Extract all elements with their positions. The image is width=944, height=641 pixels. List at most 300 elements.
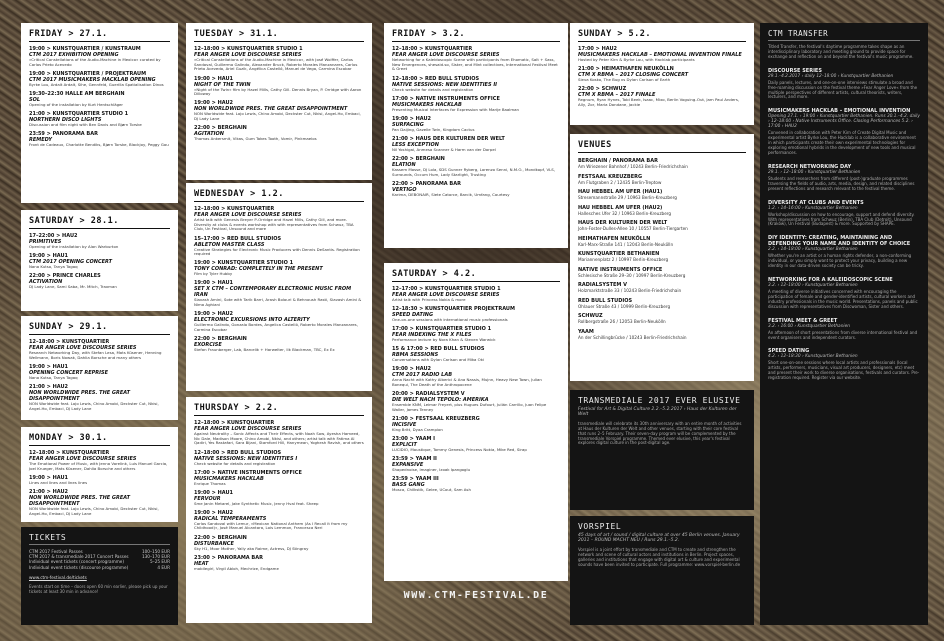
event-title: VERTIGO [392, 186, 417, 193]
event-item [194, 311, 364, 332]
friday-27-card [21, 23, 178, 203]
event-title: LESS EXCEPTION [392, 141, 439, 148]
event-time: 23:59 > YAAM II [392, 456, 437, 463]
event-time: 21:00 > KUNSTQUARTIER STUDIO 1 [29, 110, 129, 117]
event-description: NON Worldwide feat. Lojo Lewis, Chino Amobi, Deckster Cut, Nkisi, Angel-Ho, Embaci, DJ Lady Lane [29, 400, 159, 411]
event-title: MUSICMAKERS HACKLAB [194, 475, 264, 482]
event-description: Front de Cadeaux, Charlotte Bendiks, Bjørn Torske, Blackjoy, Peggy Gou [29, 142, 169, 148]
event-item [194, 555, 364, 572]
day-heading: SATURDAY > 4.2. [392, 269, 560, 282]
event-time: 19:00 > HAU2 [194, 509, 234, 516]
venue-name: SCHWUZ [578, 313, 603, 319]
event-time: 21:00 > HAU2 [29, 383, 69, 390]
sunday-29-card [21, 316, 178, 420]
event-item [392, 416, 560, 433]
event-time: 17:00 > NATIVE INSTRUMENTS OFFICE [392, 95, 500, 102]
event-description: LUCIDIO, Moustique, Tommy Genesis, Princess Nokia, Mike Red, Sirap [392, 447, 527, 453]
ticket-label: CTM 2017 Festival Passes [29, 549, 83, 554]
event-time: 19:00 > KUNSTQUARTIER / KUNSTRAUM [29, 46, 141, 52]
venue-item [578, 158, 746, 169]
event-title: EXPLICIT [392, 442, 417, 449]
event-description: Nana Kutso, Tanya Tagaq [29, 264, 78, 270]
transfer-section-body: Daily panels, lectures, and one-on-one interviews stimulate a broad and free-roaming discussion on the festival theme »Fear Anger Love« from the multiple perspectives of different artists, cultural theorists, writers, lecturers, and more. [768, 79, 918, 100]
event-time: 22:00 > SCHWUZ [578, 86, 627, 93]
transfer-section-body: Workshop/discussion on how to encourage, support and defend diversity. With representatives from Schwuz (Berlin), TBA Club (Detroit), Unsound (Kraków), Un Festival (Budapest) & more. Supported by SHAPE. [768, 211, 915, 227]
ticket-label: Individual event tickets (concert programme) [29, 559, 124, 565]
event-item [29, 339, 170, 360]
event-description: Artist talk with Princess Nokia & more [392, 297, 466, 302]
day-heading: SATURDAY > 28.1. [29, 216, 170, 229]
event-item [392, 306, 560, 323]
event-title: FEAR INDEXING THE X FILES [392, 332, 472, 339]
event-item [29, 384, 170, 411]
venue-name: HAUS DER KULTUREN DER WELT [578, 220, 668, 226]
event-description: Enrique Thomas [194, 480, 226, 486]
event-time: 19:00 > HAU1 [194, 489, 234, 496]
event-time: 12–18:00 > KUNSTQUARTIER [392, 46, 473, 52]
event-item [29, 46, 170, 67]
event-item [194, 100, 364, 121]
venue-name: BERGHAIN / PANORAMA BAR [578, 158, 658, 164]
event-description: Mosca, Chilkstik, Gelee, UCout, Sam Ash [392, 487, 471, 493]
ctm-transfer-panel [760, 23, 928, 625]
venue-address: An der Schillingbrücke / 10243 Berlin-Friedrichshain [578, 334, 687, 340]
event-time: 17–22:00 > HAU2 [29, 233, 78, 239]
event-item [194, 510, 364, 531]
venue-name: HEIMATHAFEN NEUKÖLLN [578, 235, 651, 242]
event-title: FERVOUR [194, 495, 221, 502]
event-description: Opening of the installation by Kurt Hentschläger [29, 101, 124, 107]
event-title: HEAT [194, 560, 209, 567]
event-item [392, 391, 560, 412]
transmediale-title: TRANSMEDIALE 2017 EVER ELUSIVE [578, 396, 741, 405]
event-title: CTM X RBMA – 2017 CLOSING CONCERT [578, 72, 689, 79]
event-description: Conversations with Dylan Carlson and Mika Oki [392, 357, 485, 363]
transfer-section-date: 1.2. › 14–16:00 › Kunstquartier Bethanien [768, 205, 858, 211]
venue-address: Hallesches Ufer 32 / 10963 Berlin-Kreuzberg [578, 210, 672, 216]
event-title: PRIMITIVES [29, 239, 62, 245]
event-time: 12–18:00 > RED BULL STUDIOS [194, 449, 282, 456]
event-time: 23:00 > YAAM I [392, 436, 436, 443]
event-list [29, 46, 170, 148]
transfer-section-date: 3.2. › 16:00 › Kunstquartier Bethanien [768, 323, 850, 329]
event-description: Anna Nacht with Kathy Alberici & Ana Nassis, Mujnn, Heavy New Town, Julian Bonequi, The Death of the Anthropocene [392, 377, 542, 388]
event-title: RADICAL TEMPERAMENTS [194, 515, 267, 522]
event-time: 12–18:30 > KUNSTQUARTIER PROJEKTRAUM [392, 306, 515, 313]
transfer-section-body: An afternoon of short presentations from diverse international festival and event organisers and independent curators. [768, 329, 918, 340]
event-description: Check website for details and registration [392, 86, 474, 92]
transfer-section-title: DIY IDENTITY: CREATING, MAINTAINING AND DEFENDING YOUR NAME AND IDENTITY OF CHOICE [768, 235, 911, 248]
event-title: FEAR ANGER LOVE DISCOURSE SERIES [392, 292, 500, 298]
event-list [578, 46, 746, 108]
event-description: »Night of the Twin« film by Hazel Mills, Cathy Gill. Dennis Bryan, P. Orridge with Aaron Dilloway [194, 86, 362, 97]
venue-address: John-Foster-Dulles-Allee 10 / 10557 Berlin-Tiergarten [578, 226, 688, 231]
day-heading: FRIDAY > 27.1. [29, 29, 170, 42]
event-description: Check website for details and registration [194, 460, 276, 466]
event-list [194, 46, 364, 142]
transfer-section [768, 164, 920, 192]
friday-3-card [384, 23, 568, 248]
event-time: 15 & 17:00 > RED BULL STUDIOS [392, 346, 485, 353]
event-time: 19:00 > HAU1 [194, 75, 234, 82]
event-description: Networking for a Kaleidoscopic Scene with participants from Ehomatic, Salt + Sass, New Emergences, shesaid.so, Sister, and Mint collectives, International Festival Meet & Greet [392, 57, 558, 72]
event-item [29, 233, 170, 250]
venue-name: KUNSTQUARTIER BETHANIEN [578, 251, 660, 257]
tickets-note: Events start on time – doors open 60 min earlier, please pick up your tickets at least 30 min in advance! [29, 583, 168, 594]
event-time: 12–18:00 > KUNSTQUARTIER [29, 450, 110, 456]
ticket-price: 100–150 EUR [141, 549, 170, 554]
event-title: ACTIVATION [29, 279, 63, 286]
event-item [29, 111, 170, 128]
venue-item [578, 282, 746, 293]
transfer-section-title: DIVERSITY AT CLUBS AND EVENTS [768, 199, 864, 206]
event-description: Film by Tyler Hubby [194, 271, 233, 277]
event-description: Kassem Mosse, DJ Lola, SDS Gunner Ryberg, Lorenzo Senni, N.M.O., Mondkopf, VLS, Surrounds, Occum Hum, Lady Starlight, Trusting [392, 166, 555, 177]
event-description: Regnum, Ryan Hynes, Tobi Beek, Isaac, Mixo, Berlin Voguing-Out, Jam Paul Anders, Ally, Zor, Maria Dondane, Jackie [578, 97, 740, 107]
event-title: BASS GANG [392, 482, 425, 489]
wednesday-1-card [186, 183, 372, 391]
event-description: Thomas Ankersmit, Vikas, Gum Takes Tooth, Vomir, Pinkmaelos [194, 136, 317, 142]
event-time: 22:00 > BERGHAIN [194, 125, 247, 132]
event-time: 12–18:00 > KUNSTQUARTIER [194, 420, 275, 426]
event-item [29, 273, 170, 290]
event-title: NATIVE SESSIONS: NEW IDENTITIES I [194, 455, 298, 462]
event-title: NON WORLDWIDE PRES. THE GREAT DISAPPOINTMENT [194, 106, 348, 113]
event-time: 22:00 > PANORAMA BAR [392, 180, 461, 187]
transfer-section-title: SPEED DATING [768, 348, 810, 355]
event-title: DIE WELT NACH TEPOLO: AMERIKA [392, 397, 489, 404]
transfer-section-title: RESEARCH NETWORKING DAY [768, 163, 852, 170]
event-time: 19:00 > KUNSTQUARTIER STUDIO 1 [194, 260, 294, 267]
event-item [194, 490, 364, 507]
event-title: SPEED DATING [392, 312, 434, 319]
venue-address: Stresemannstraße 29 / 10963 Berlin-Kreuzberg [578, 195, 677, 200]
sunday-5-card [570, 23, 754, 125]
transfer-section-title: DISCOURSE SERIES [768, 67, 822, 74]
vorspiel-title: VORSPIEL [578, 522, 622, 531]
venue-item [578, 267, 746, 278]
event-time: 19:00 > HAU1 [194, 280, 234, 287]
venue-address: Holzmarktstraße 33 / 10243 Berlin-Friedrichshain [578, 288, 682, 293]
event-time: 19:00 > KUNSTQUARTIER / PROJEKTRAUM [29, 70, 147, 77]
transfer-section [768, 200, 920, 228]
ticket-price: 5–25 EUR [149, 559, 170, 565]
venue-item [578, 189, 746, 200]
event-description: Nana Kutso, Tanya Tagaq [29, 374, 78, 380]
event-description: »Critical Constellations of the Audio-Machine in Mexico«, with José Wolffer, Carlos Sandoval, Guillermo Galindo, Alexander Bruck, Roberto Morales Manzanares, Carlos Prieto Acevedo, Ariel Guzik, Angélica Castelló, Manuel de Vega, Carmina Escobar [194, 57, 358, 72]
event-item [392, 156, 560, 177]
tickets-link[interactable]: www.ctm-festival.de/tickets [29, 574, 87, 580]
event-list [29, 233, 170, 290]
event-description: King Britt, Dyaa Crampion [392, 426, 443, 432]
transfer-section [768, 68, 920, 101]
transfer-section-date: 3.2. › 12–18:00 › Kunstquartier Bethanien [768, 283, 858, 289]
venue-item [578, 205, 746, 216]
event-description: Opening of the installation by Alan Warburton [29, 244, 119, 249]
transfer-section-date: 2.2. › 14–18:00 › Kunstquartier Bethanien [768, 247, 858, 253]
event-title: ELATION [392, 161, 416, 168]
event-title: NORTHERN DISCO LIGHTS [29, 116, 102, 123]
event-description: Lines and lines and lines lines [29, 479, 88, 485]
event-time: 19:00 > HAU1 [29, 363, 69, 370]
transfer-section-body: Convened in collaboration with Peter Kirn of Create Digital Music and experimental artist Byrke Lou, the Hacklab is a collaborative environment in which participants create their own experimental technologies for exploring emotional hybrids in the development of new tools and musical performances. [768, 130, 916, 155]
event-time: 19:00 > HAU1 [29, 474, 69, 481]
event-description: DJ Lady Lane, Sami Saba, Mr. Mitch, Traxman [29, 284, 117, 290]
event-title: FEAR ANGER LOVE DISCOURSE SERIES [194, 426, 302, 432]
event-list [392, 286, 560, 493]
event-item [578, 66, 746, 83]
event-item [392, 346, 560, 363]
event-description: Byrke Lou, Ardalt Ardalt, Sihe, Gennfeld, Guerilla Spatialisation Dinos [29, 81, 164, 87]
event-description: Guillermo Galindo, Gonzalo Bordes, Angelica Castelló, Roberto Morales Manzanares, Carmina Escobar [194, 322, 358, 332]
event-title: RBMA SESSIONS [392, 352, 439, 359]
venues-heading: VENUES [578, 140, 746, 153]
event-item [29, 450, 170, 471]
event-item [194, 280, 364, 307]
event-description: The Emotional Power of Music, with Jenna Vorelink, Luis Manuel Garcia, Joel Krueger, Mats Küsener, Dahlia Borsche and others [29, 461, 168, 471]
event-time: 12–18:00 > RED BULL STUDIOS [392, 75, 480, 82]
venue-item [578, 174, 746, 185]
event-time: 12–18:00 > KUNSTQUARTIER [194, 206, 275, 212]
transfer-section-date: 29.1. › 12–18:00 › Kunstquartier Bethanien [768, 169, 861, 175]
transfer-section [768, 235, 920, 269]
event-time: 23:59 > YAAM III [392, 476, 439, 483]
event-time: 19:30–22:30 HALLE AM BERGHAIN [29, 90, 125, 97]
event-item [194, 236, 364, 257]
tuesday-31-card [186, 23, 372, 180]
transfer-section-body: Short one-on-one sessions where local artists and professionals (local artists, performers, musicians, visual art producers, designers, etc) meet and present their work to diverse organisations, festivals and curators. Pre-registration required. Register via our website. [768, 360, 920, 381]
ticket-price: 130–170 EUR [141, 554, 170, 560]
venue-address: Rollbergstraße 26 / 12053 Berlin-Neukölln [578, 319, 666, 324]
ticket-price: 4 EUR [157, 564, 170, 570]
event-time: 23:00 > PANORAMA BAR [194, 554, 263, 561]
venue-item [578, 313, 746, 324]
event-time: 19:00 > HAU2 [194, 311, 234, 318]
venue-address: Am Flutgraben 2 / 12435 Berlin-Treptow [578, 179, 662, 185]
event-description: NON Worldwide feat. Lojo Lewis, Chino Amobi, Deckster Cut, Nkisi, Angel-Ho, Embaci, DJ Lady Lane [29, 505, 159, 516]
event-description: Artist talk with Genesis Breyer P-Orridge and Hazel Mills, Cathy Gill, and more. Diversity at clubs & events workshop with with representatives from Schwuz, TBA Club, Un Festival, Unsound and more [194, 217, 354, 232]
event-time: 19:00 > HAU1 [29, 253, 69, 260]
event-time: 21:00 > HAU2 [29, 488, 69, 495]
ctm-transfer-title: CTM TRANSFER [768, 29, 920, 41]
monday-30-card [21, 427, 178, 522]
event-item [29, 489, 170, 516]
event-description: NON Worldwide feat. Lojo Lewis, Chino Amobi, Deckster Cut, Nkisi, Angel-Ho, Embaci, DJ Lady Lane [194, 111, 361, 121]
event-title: SOL [29, 96, 41, 103]
event-item [194, 260, 364, 277]
event-item [392, 436, 560, 453]
event-title: ABLETON MASTER CLASS [194, 241, 265, 248]
event-title: ELECTRONIC EXCURSIONS INTO ALTERITY [194, 317, 310, 324]
thursday-2-card [186, 397, 372, 623]
ticket-row [29, 565, 170, 570]
event-item [194, 535, 364, 552]
event-title: MUSICMAKERS HACKLAB – EMOTIONAL INVENTION FINALE [578, 52, 742, 58]
event-item [194, 450, 364, 467]
festival-website-link[interactable]: WWW.CTM-FESTIVAL.DE [403, 590, 549, 601]
event-item [392, 96, 560, 113]
event-time: 23:59 > PANORAMA BAR [29, 131, 98, 138]
event-list [29, 339, 170, 411]
venue-list [578, 158, 746, 340]
event-description: Sieva Kosko, The Bug vs Dylan Carlson of Earth [578, 77, 671, 83]
event-title: CTM 2017 EXHIBITION OPENING [29, 52, 119, 58]
event-description: Pan Daijing, Gazelle Twin, Kingdom Cactus [392, 126, 475, 132]
event-time: 15–17:00 > RED BULL STUDIOS [194, 235, 282, 242]
event-title: FEAR ANGER LOVE DISCOURSE SERIES [392, 52, 500, 58]
vorspiel-body: Vorspiel is a joint effort by transmediale and CTM to create and strengthen the network and scene of cultural actors and institutions in Berlin. Project spaces, galleries and institutions that engage with digital art & culture and experimental sounds have been invited to participate. Full programme: www.vorspiel-berlin.de [578, 546, 741, 567]
day-heading: THURSDAY > 2.2. [194, 403, 364, 416]
venue-address: Mariannenplatz 2 / 10997 Berlin-Kreuzberg [578, 257, 669, 262]
venue-name: FESTSAAL KREUZBERG [578, 173, 643, 180]
event-title: CTM 2017 MUSICMAKERS HACKLAB OPENING [29, 76, 156, 83]
day-heading: SUNDAY > 29.1. [29, 322, 170, 335]
event-title: NON WORLDWIDE PRES. THE GREAT DISAPPOINTMENT [29, 494, 131, 507]
transfer-section [768, 348, 920, 381]
transmediale-body: transmediale will celebrate its 30th anniversary with an entire month of activities at Haus der Kulturen der Welt and other venues, starting with their core festival that runs 2–5 February. Their seven-day program will be complemented by the transmediale Vorspiel programme. Themed ever elusive, this year's festival explores digital culture in the post-digital age. [578, 420, 742, 446]
event-description: Presenting Musical Interfaces for Expression with Marije Baalman [392, 106, 520, 112]
event-description: Nil Yoshigai, Anmesa Scanner & Harm van der Dorpel [392, 146, 496, 152]
event-list [194, 206, 364, 353]
event-item [392, 46, 560, 72]
event-time: 17:00 > HAU2 [578, 46, 618, 52]
event-time: 22:00 > PRINCE CHARLES [29, 273, 101, 280]
event-title: TONY CONRAD: COMPLETELY IN THE PRESENT [194, 266, 323, 273]
day-heading: MONDAY > 30.1. [29, 433, 170, 446]
event-item [29, 131, 170, 148]
event-title: NATIVE SESSIONS: NEW IDENTITIES II [392, 81, 498, 88]
transfer-section [768, 318, 920, 341]
transfer-section-body: Whether you're an artist or a human rights defender, a non-conforming individual, or you simply want to protect your privacy, building a new identity in our data-driven society can be tricky. [768, 253, 912, 269]
venue-address: Schlesische Straße 29–30 / 10997 Berlin-Kreuzberg [578, 272, 686, 278]
ticket-label: Individual event tickets (discourse programme) [29, 564, 129, 570]
event-time: 17:00 > KUNSTQUARTIER STUDIO 1 [392, 326, 492, 333]
event-description: Creative Strategies for Electronic Music Producers with Dennis DeSantis. Registration required [194, 246, 360, 257]
event-time: 19:00 > HAU2 [392, 366, 432, 373]
tickets-heading: TICKETS [29, 533, 170, 545]
event-time: 22:00 > BERGHAIN [194, 335, 247, 342]
event-item [392, 476, 560, 493]
transfer-section-title: FESTIVAL MEET & GREET [768, 317, 838, 324]
event-item [194, 336, 364, 353]
transfer-section [768, 277, 920, 310]
event-item [29, 91, 170, 108]
tickets-card [21, 527, 178, 625]
event-time: 20:00 > RADIALSYSTEM V [392, 391, 465, 398]
transfer-section-body: A meeting of diverse initiatives concerned with encouraging the participation of female and gender-identified artists, cultural workers and industry professionals in the music world. Presentations, panels and public discussion with representatives from Discwoman, Sister and others. [768, 289, 918, 309]
event-time: 19:00 > HAU2 [392, 115, 432, 122]
event-description: Stefan Fraunberger, Lab, Barcelik + Harwelter, Ilk Blackman, TBC, Ex Ex [194, 346, 335, 352]
day-heading: TUESDAY > 31.1. [194, 29, 364, 42]
event-title: CTM 2017 RADIO LAB [392, 372, 453, 379]
event-time: 22:00 > BERGHAIN [194, 534, 247, 541]
transmediale-subtitle: Festival for Art & Digital Culture 2.2.–5.2.2017 › Haus der Kulturen der Welt [578, 407, 737, 418]
ticket-label: CTM 2017 & transmediale 2017 Concert Passes [29, 554, 129, 560]
event-description: Siavash Amini, Sote with Tarik Barri, Arash Bolouri & Behnoush Rasti, Siavash Amini & Nima Aghiani [194, 297, 362, 308]
venue-item [578, 236, 746, 247]
event-list [29, 450, 170, 516]
event-item [392, 76, 560, 93]
event-title: OPENING CONCERT REPRISE [29, 369, 109, 376]
event-description: Karima, DEBONAIR, Siete Catorce, Barcik, Umfang, Courtesy [392, 191, 510, 197]
event-time: 21:00 > HEIMATHAFEN NEUKÖLLN [578, 66, 674, 73]
event-title: CTM 2017 OPENING CONCERT [29, 259, 113, 266]
event-description: Carlos Sandoval with Lemur, »Mexican National Anthem (As I Recall it from my Childhood)«, José Manuel Alcantara, Lois Lemmon, Francesca Neri [194, 520, 348, 531]
event-title: MUSICMAKERS HACKLAB [392, 101, 462, 108]
transfer-section-date: 4.2. › 12–18:30 › Kunstquartier Bethanien [768, 354, 858, 360]
event-title: AGITATION [194, 131, 224, 138]
event-description: mobilegirl, Virgil Abloh, Mechrize, Endgame [194, 565, 279, 571]
event-item [392, 286, 560, 303]
event-title: FEAR ANGER LOVE DISCOURSE SERIES [194, 212, 302, 218]
day-heading: SUNDAY > 5.2. [578, 29, 746, 42]
venue-item [578, 298, 746, 309]
vorspiel-subtitle: 45 days of art / sound / digital culture at over 45 Berlin venues. January 2011 – ROUND MACHT NEU / Runs 29.1.–5.2. [578, 533, 740, 544]
event-item [194, 46, 364, 72]
venue-address: Karl-Marx-Straße 141 / 12043 Berlin-Neukölln [578, 241, 674, 247]
event-item [392, 181, 560, 198]
event-description: Sme Janin Metarel, Jake Synthetic Music, Jenny Hval feat. Sheep [194, 500, 319, 506]
event-description: Shapednoise, Imaginer, Izoak Ipangoglu [392, 467, 471, 473]
event-item [29, 71, 170, 88]
event-title: EXPANSIVE [392, 462, 424, 469]
event-time: 12–17:00 > KUNSTQUARTIER STUDIO 1 [392, 286, 501, 292]
event-item [392, 326, 560, 343]
event-title: REMEDY [29, 137, 53, 144]
venue-item [578, 329, 746, 340]
event-description: Sky H1, Moor Mother, Yally aka Raime, Actress, DJ Stingray [194, 545, 309, 551]
event-title: FEAR ANGER LOVE DISCOURSE SERIES [194, 52, 302, 58]
event-item [29, 253, 170, 270]
event-item [194, 125, 364, 142]
event-title: CTM X RBMA – 2017 FINALE [578, 92, 656, 99]
event-description: Ensemble KNM, Leimar Freyert, plus Hugues Dufourt, Julián Carrillo, Juan Felipe Waller, James Tenney [392, 402, 547, 412]
transfer-section [768, 108, 920, 156]
venue-name: NATIVE INSTRUMENTS OFFICE [578, 266, 663, 273]
event-title: DISTURBANCE [194, 540, 234, 547]
venue-name: YAAM [578, 328, 594, 335]
day-heading: FRIDAY > 3.2. [392, 29, 560, 42]
event-item [29, 475, 170, 486]
event-title: FEAR ANGER LOVE DISCOURSE SERIES [29, 456, 137, 462]
venue-item [578, 251, 746, 262]
day-heading: WEDNESDAY > 1.2. [194, 189, 364, 202]
event-description: Hosted by Peter Kirn & Byrke Lou, with Hacklab participants [578, 57, 695, 62]
transfer-section-date: Opening 27.1. › 19:00 › Kunstquartier Bethanien. Runs 30.1.–4.2. daily › 12–18:00 › Native Instruments Office. Closing Performances 5.2. › 17:00 › HAU2 [768, 114, 920, 130]
venue-name: HAU HEBBEL AM UFER (HAU2) [578, 204, 663, 211]
venue-address: Am Wriezener Bahnhof / 10243 Berlin-Friedrichshain [578, 164, 688, 169]
venue-name: HAU HEBBEL AM UFER (HAU1) [578, 189, 663, 195]
event-item [392, 456, 560, 473]
event-list [194, 420, 364, 571]
event-item [392, 366, 560, 387]
vorspiel-card [570, 516, 754, 625]
saturday-28-card [21, 210, 178, 311]
transfer-section-body: Students and researchers from different (post-)graduate programmes traversing the fields of audio, arts, media, design, and related disciplines present reflections and research relevant to the festival theme. [768, 175, 915, 191]
event-item [392, 136, 560, 153]
event-list [392, 46, 560, 197]
event-description: Performance lecture by Nora Khan & Steven Warwick [392, 337, 496, 343]
transfer-sections [768, 68, 920, 381]
event-item [392, 116, 560, 133]
event-description: Research Networking Day, with Stefan Lesa, Mats Küsener, Henning Wellmann, Boris Nowak, Dahlia Borsche and many others [29, 350, 162, 360]
venue-item [578, 220, 746, 231]
venue-name: RED BULL STUDIOS [578, 297, 633, 304]
ticket-rows [29, 549, 170, 570]
event-item [194, 206, 364, 232]
saturday-4-card [384, 263, 568, 581]
transfer-section-date: 29.1.–4.2.2017 › daily 12–18:00 › Kunstquartier Bethanien [768, 73, 894, 79]
